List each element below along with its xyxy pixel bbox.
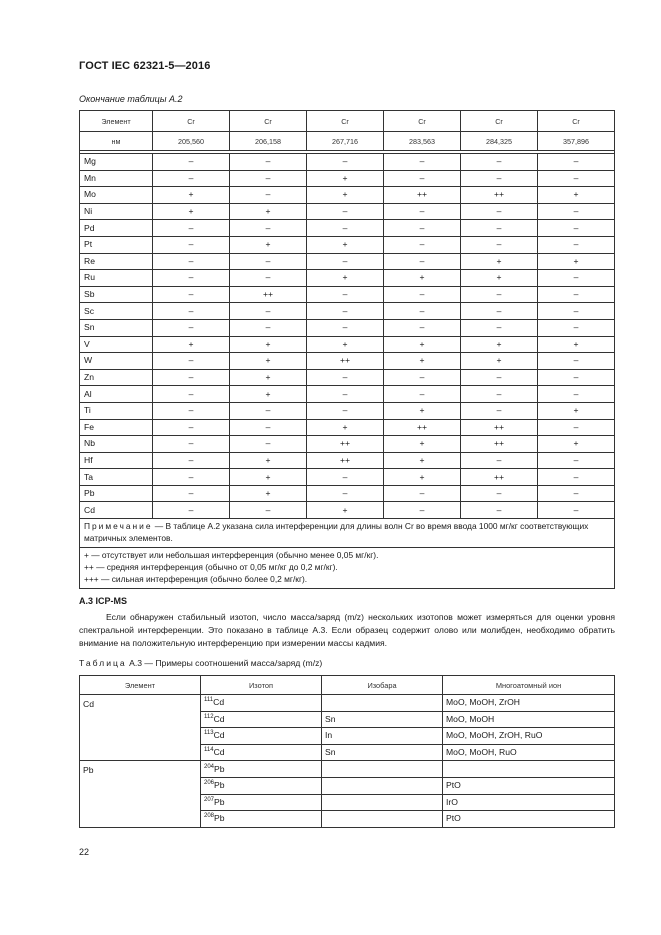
table-row: [80, 286, 615, 303]
polyatomic-ion-cell: PtO: [443, 811, 615, 828]
element-cell: Ru: [80, 270, 153, 287]
interference-cell: –: [153, 319, 230, 336]
interference-cell: –: [461, 369, 538, 386]
table-a2-header-row: [80, 111, 615, 132]
interference-cell: –: [461, 220, 538, 237]
interference-cell: –: [384, 319, 461, 336]
interference-cell: +: [384, 452, 461, 469]
interference-cell: –: [153, 220, 230, 237]
interference-cell: –: [230, 319, 307, 336]
table-row: [80, 336, 615, 353]
interference-cell: –: [461, 303, 538, 320]
interference-cell: –: [230, 253, 307, 270]
element-cell: W: [80, 353, 153, 370]
isotope-symbol: Pb: [214, 780, 225, 791]
interference-cell: –: [461, 386, 538, 403]
mass-number: 111: [204, 697, 214, 704]
interference-cell: –: [461, 452, 538, 469]
element-cell: Nb: [80, 436, 153, 453]
wavelength-cell: 357,896: [538, 132, 615, 151]
interference-cell: +: [230, 203, 307, 220]
table-a2-note-row: [80, 519, 615, 548]
interference-cell: ++: [461, 187, 538, 204]
interference-cell: –: [153, 502, 230, 519]
interference-cell: –: [307, 253, 384, 270]
interference-cell: –: [384, 236, 461, 253]
isotope-cell: [201, 695, 322, 712]
interference-cell: –: [461, 485, 538, 502]
element-cell: Pt: [80, 236, 153, 253]
interference-cell: –: [153, 386, 230, 403]
interference-cell: –: [384, 203, 461, 220]
table-row: [80, 353, 615, 370]
interference-cell: –: [307, 220, 384, 237]
interference-cell: +: [230, 353, 307, 370]
col-isobar-header: Изобара: [322, 676, 443, 695]
document-header: ГОСТ IEC 62321-5—2016: [79, 60, 211, 72]
interference-cell: –: [153, 303, 230, 320]
element-cell: Sb: [80, 286, 153, 303]
interference-cell: –: [307, 154, 384, 171]
table-row: [80, 761, 615, 778]
table-row: [80, 270, 615, 287]
interference-cell: +: [538, 336, 615, 353]
interference-cell: +: [384, 436, 461, 453]
interference-cell: –: [153, 270, 230, 287]
interference-cell: ++: [461, 436, 538, 453]
table-row: [80, 469, 615, 486]
element-cell: Mo: [80, 187, 153, 204]
mass-number: 204: [204, 763, 215, 770]
interference-cell: –: [153, 353, 230, 370]
interference-cell: –: [153, 419, 230, 436]
interference-cell: –: [153, 452, 230, 469]
interference-cell: –: [153, 436, 230, 453]
isotope-symbol: Cd: [213, 713, 225, 724]
element-cell: Pb: [80, 761, 201, 827]
interference-cell: ++: [307, 436, 384, 453]
interference-cell: ++: [307, 452, 384, 469]
col-element-header: Элемент: [80, 111, 153, 132]
interference-cell: –: [461, 286, 538, 303]
table-row: [80, 402, 615, 419]
col-ion-header: Многоатомный ион: [443, 676, 615, 695]
interference-cell: –: [153, 170, 230, 187]
polyatomic-ion-cell: PtO: [443, 777, 615, 794]
polyatomic-ion-cell: MoO, MoOH, ZrOH, RuO: [443, 728, 615, 745]
table-a2-legend: [80, 548, 615, 589]
interference-cell: +: [230, 236, 307, 253]
mass-number: 207: [204, 796, 215, 803]
interference-cell: –: [230, 270, 307, 287]
interference-cell: –: [307, 485, 384, 502]
interference-cell: –: [230, 220, 307, 237]
table-a2-caption: Окончание таблицы А.2: [79, 94, 183, 104]
table-row: [80, 187, 615, 204]
interference-cell: –: [461, 402, 538, 419]
interference-cell: –: [461, 319, 538, 336]
table-row: [80, 452, 615, 469]
interference-cell: –: [230, 154, 307, 171]
element-cell: Ti: [80, 402, 153, 419]
interference-cell: –: [307, 386, 384, 403]
isobar-cell: In: [322, 728, 443, 745]
interference-cell: +: [230, 336, 307, 353]
col-header: Cr: [230, 111, 307, 132]
interference-cell: –: [384, 303, 461, 320]
table-row: [80, 695, 615, 712]
interference-cell: –: [538, 236, 615, 253]
table-row: [80, 319, 615, 336]
section-title: А.3 ICP-MS: [79, 596, 128, 606]
interference-cell: –: [230, 402, 307, 419]
interference-cell: –: [538, 469, 615, 486]
interference-cell: –: [538, 203, 615, 220]
section-paragraph: Если обнаружен стабильный изотоп, число масса/заряд (m/z) нескольких изотопов может измеряться для оценки уровня спектральной интерференции. Это показано в таблице А.3. Если образец содержит олово или молибден, необходимо обратить внимание на положительную интерференцию при измерении массы кадмия.: [79, 612, 615, 648]
isobar-cell: [322, 811, 443, 828]
legend-line: ++ — средняя интерференция (обычно от 0,05 мг/кг до 0,2 мг/кг).: [84, 562, 338, 573]
polyatomic-ion-cell: MoO, MoOH, ZrOH: [443, 695, 615, 712]
element-cell: Re: [80, 253, 153, 270]
col-element-header: Элемент: [80, 676, 201, 695]
element-cell: Zn: [80, 369, 153, 386]
interference-cell: ++: [461, 469, 538, 486]
interference-cell: –: [307, 303, 384, 320]
interference-cell: +: [461, 353, 538, 370]
interference-cell: –: [384, 502, 461, 519]
interference-cell: –: [538, 369, 615, 386]
interference-cell: +: [538, 402, 615, 419]
interference-cell: –: [538, 154, 615, 171]
col-header: Cr: [153, 111, 230, 132]
col-unit-header: нм: [80, 132, 153, 151]
col-header: Cr: [538, 111, 615, 132]
interference-cell: –: [230, 502, 307, 519]
interference-cell: +: [538, 253, 615, 270]
interference-cell: –: [538, 319, 615, 336]
table-a3-caption-text: А.3 — Примеры соотношений масса/заряд (m/z): [126, 658, 323, 668]
interference-cell: –: [153, 286, 230, 303]
interference-cell: +: [307, 236, 384, 253]
interference-cell: –: [230, 170, 307, 187]
element-cell: Cd: [80, 695, 201, 761]
interference-cell: –: [538, 419, 615, 436]
interference-cell: –: [384, 485, 461, 502]
interference-cell: +: [384, 270, 461, 287]
interference-cell: –: [384, 286, 461, 303]
table-row: [80, 502, 615, 519]
col-header: Cr: [307, 111, 384, 132]
interference-cell: –: [384, 386, 461, 403]
interference-cell: +: [461, 336, 538, 353]
interference-cell: +: [384, 353, 461, 370]
interference-cell: –: [230, 187, 307, 204]
interference-cell: –: [538, 286, 615, 303]
table-row: [80, 236, 615, 253]
table-row: [80, 436, 615, 453]
interference-cell: –: [538, 452, 615, 469]
isobar-cell: Sn: [322, 711, 443, 728]
element-cell: Fe: [80, 419, 153, 436]
interference-cell: +: [153, 336, 230, 353]
table-row: [80, 419, 615, 436]
table-row: [80, 386, 615, 403]
table-a3: [79, 675, 615, 828]
interference-cell: +: [230, 369, 307, 386]
interference-cell: ++: [461, 419, 538, 436]
interference-cell: –: [461, 154, 538, 171]
interference-cell: ++: [230, 286, 307, 303]
interference-cell: +: [230, 452, 307, 469]
isotope-cell: [201, 711, 322, 728]
wavelength-cell: 206,158: [230, 132, 307, 151]
element-cell: Sc: [80, 303, 153, 320]
mass-number: 113: [204, 730, 214, 737]
isobar-cell: [322, 761, 443, 778]
interference-cell: –: [538, 502, 615, 519]
interference-cell: –: [230, 303, 307, 320]
interference-cell: –: [307, 402, 384, 419]
interference-cell: –: [461, 203, 538, 220]
isotope-symbol: Pb: [214, 796, 225, 807]
interference-cell: –: [230, 419, 307, 436]
table-row: [80, 220, 615, 237]
col-isotope-header: Изотоп: [201, 676, 322, 695]
table-row: [80, 154, 615, 171]
legend-line: + — отсутствует или небольшая интерференция (обычно менее 0,05 мг/кг).: [84, 550, 379, 561]
wavelength-cell: 283,563: [384, 132, 461, 151]
interference-cell: –: [153, 236, 230, 253]
interference-cell: –: [153, 369, 230, 386]
interference-cell: ++: [307, 353, 384, 370]
interference-cell: –: [538, 220, 615, 237]
interference-cell: –: [538, 386, 615, 403]
isotope-symbol: Pb: [214, 813, 225, 824]
interference-cell: +: [307, 336, 384, 353]
table-a3-caption: [79, 658, 322, 668]
isobar-cell: [322, 794, 443, 811]
interference-cell: –: [307, 469, 384, 486]
interference-cell: –: [461, 502, 538, 519]
interference-cell: +: [307, 187, 384, 204]
interference-cell: –: [384, 154, 461, 171]
interference-cell: –: [384, 369, 461, 386]
interference-cell: –: [307, 319, 384, 336]
interference-cell: –: [384, 220, 461, 237]
col-header: Cr: [461, 111, 538, 132]
isotope-symbol: Pb: [214, 763, 225, 774]
isotope-cell: [201, 794, 322, 811]
interference-cell: +: [461, 270, 538, 287]
interference-cell: –: [153, 253, 230, 270]
interference-cell: ++: [384, 187, 461, 204]
element-cell: Ta: [80, 469, 153, 486]
table-a2-legend-row: [80, 548, 615, 589]
table-row: [80, 485, 615, 502]
interference-cell: –: [153, 402, 230, 419]
interference-cell: +: [230, 485, 307, 502]
interference-cell: +: [307, 419, 384, 436]
table-row: [80, 170, 615, 187]
element-cell: Sn: [80, 319, 153, 336]
interference-cell: +: [230, 386, 307, 403]
mass-number: 206: [204, 780, 215, 787]
table-a2-wavelength-row: [80, 132, 615, 151]
element-cell: Hf: [80, 452, 153, 469]
isotope-cell: [201, 728, 322, 745]
table-a2: [79, 110, 615, 589]
element-cell: Pb: [80, 485, 153, 502]
interference-cell: –: [538, 303, 615, 320]
interference-cell: –: [538, 485, 615, 502]
interference-cell: +: [384, 469, 461, 486]
polyatomic-ion-cell: [443, 761, 615, 778]
element-cell: Pd: [80, 220, 153, 237]
interference-cell: –: [307, 369, 384, 386]
isobar-cell: [322, 777, 443, 794]
table-a3-caption-label: Таблица: [79, 658, 127, 668]
interference-cell: –: [307, 286, 384, 303]
wavelength-cell: 267,716: [307, 132, 384, 151]
interference-cell: –: [153, 154, 230, 171]
interference-cell: +: [153, 187, 230, 204]
element-cell: Al: [80, 386, 153, 403]
isotope-cell: [201, 811, 322, 828]
element-cell: Mn: [80, 170, 153, 187]
col-header: Cr: [384, 111, 461, 132]
interference-cell: –: [153, 485, 230, 502]
isotope-symbol: Cd: [213, 730, 225, 741]
interference-cell: –: [230, 436, 307, 453]
interference-cell: +: [384, 402, 461, 419]
table-row: [80, 253, 615, 270]
interference-cell: +: [538, 187, 615, 204]
table-row: [80, 203, 615, 220]
interference-cell: +: [384, 336, 461, 353]
polyatomic-ion-cell: MoO, MoOH: [443, 711, 615, 728]
interference-cell: –: [307, 203, 384, 220]
isotope-symbol: Cd: [213, 747, 225, 758]
interference-cell: +: [538, 436, 615, 453]
wavelength-cell: 284,325: [461, 132, 538, 151]
interference-cell: +: [307, 170, 384, 187]
table-row: [80, 303, 615, 320]
element-cell: Cd: [80, 502, 153, 519]
note-label: Примечание: [84, 521, 153, 532]
interference-cell: –: [461, 236, 538, 253]
isotope-cell: [201, 744, 322, 761]
element-cell: Mg: [80, 154, 153, 171]
mass-number: 112: [204, 713, 214, 720]
interference-cell: –: [384, 253, 461, 270]
element-cell: Ni: [80, 203, 153, 220]
isotope-symbol: Cd: [213, 697, 225, 708]
interference-cell: ++: [384, 419, 461, 436]
interference-cell: –: [538, 270, 615, 287]
interference-cell: +: [307, 270, 384, 287]
interference-cell: +: [461, 253, 538, 270]
mass-number: 208: [204, 813, 215, 820]
polyatomic-ion-cell: MoO, MoOH, RuO: [443, 744, 615, 761]
interference-cell: +: [153, 203, 230, 220]
mass-number: 114: [204, 747, 214, 754]
page-number: 22: [79, 847, 90, 857]
interference-cell: +: [230, 469, 307, 486]
isotope-cell: [201, 761, 322, 778]
interference-cell: –: [153, 469, 230, 486]
element-cell: V: [80, 336, 153, 353]
polyatomic-ion-cell: IrO: [443, 794, 615, 811]
table-a3-header-row: [80, 676, 615, 695]
interference-cell: –: [538, 353, 615, 370]
table-row: [80, 369, 615, 386]
table-a2-note: [80, 519, 615, 548]
interference-cell: +: [307, 502, 384, 519]
legend-line: +++ — сильная интерференция (обычно более 0,2 мг/кг).: [84, 574, 308, 585]
isobar-cell: [322, 695, 443, 712]
interference-cell: –: [461, 170, 538, 187]
interference-cell: –: [538, 170, 615, 187]
wavelength-cell: 205,560: [153, 132, 230, 151]
note-text: — В таблице А.2 указана сила интерференции для длины волн Cr во время ввода 1000 мг/кг соответствующих матричных элементов.: [84, 521, 589, 544]
isobar-cell: Sn: [322, 744, 443, 761]
isotope-cell: [201, 777, 322, 794]
interference-cell: –: [384, 170, 461, 187]
